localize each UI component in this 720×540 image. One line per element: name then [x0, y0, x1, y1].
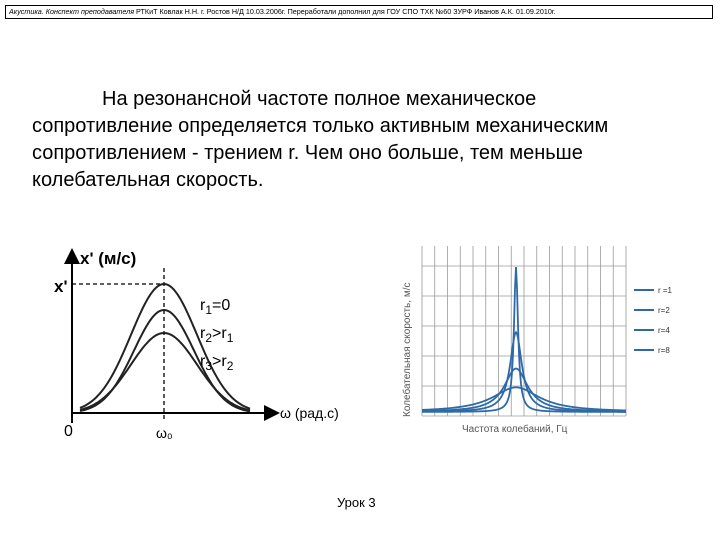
left-curve-label-r1: $r_1=0$: [200, 297, 231, 317]
document-header: [5, 5, 713, 19]
left-curve-label-r2: $r_2>r_1$: [200, 325, 234, 345]
right-resonance-chart: [396, 232, 696, 447]
left-y-max-label: x': [54, 277, 68, 296]
right-chart-grid: [422, 246, 626, 416]
legend-label-3: r=4: [658, 326, 670, 335]
left-resonance-chart: [40, 238, 339, 448]
body-paragraph-block: [32, 86, 652, 194]
right-chart-xlabel: Частота колебаний, Гц: [462, 424, 568, 435]
left-x-label: ω (рад.с): [280, 405, 339, 421]
header-subject: Акустика.: [9, 7, 44, 16]
header-rest: РТКиТ Ковлак Н.Н. г. Ростов Н/Д 10.03.2006г. Переработали дополнил для ГОУ СПО ТХК №60 ЗУРФ Иванов А.К. 01.09.2010г.: [136, 7, 556, 16]
left-omega0-label: ω₀: [156, 425, 173, 441]
legend-label-2: r=2: [658, 306, 670, 315]
header-source: Конспект преподавателя: [45, 7, 135, 16]
legend-label-1: r =1: [658, 286, 673, 295]
left-origin-label: 0: [64, 423, 73, 440]
body-paragraph: На резонансной частоте полное механическое сопротивление определяется только активным механическим сопротивлением - трением r. Чем оно больше, тем меньше колебательная скорость.: [32, 88, 609, 191]
lesson-footer: Урок 3: [337, 495, 376, 510]
left-y-label-text: x' (м/с): [80, 249, 137, 268]
right-chart-ylabel: Колебательная скорость, м/с: [402, 282, 413, 417]
right-chart-legend: [634, 286, 673, 355]
legend-label-4: r=8: [658, 346, 670, 355]
left-y-label: [80, 249, 136, 268]
left-curve-label-r3: $r_3>r_2$: [200, 353, 234, 373]
